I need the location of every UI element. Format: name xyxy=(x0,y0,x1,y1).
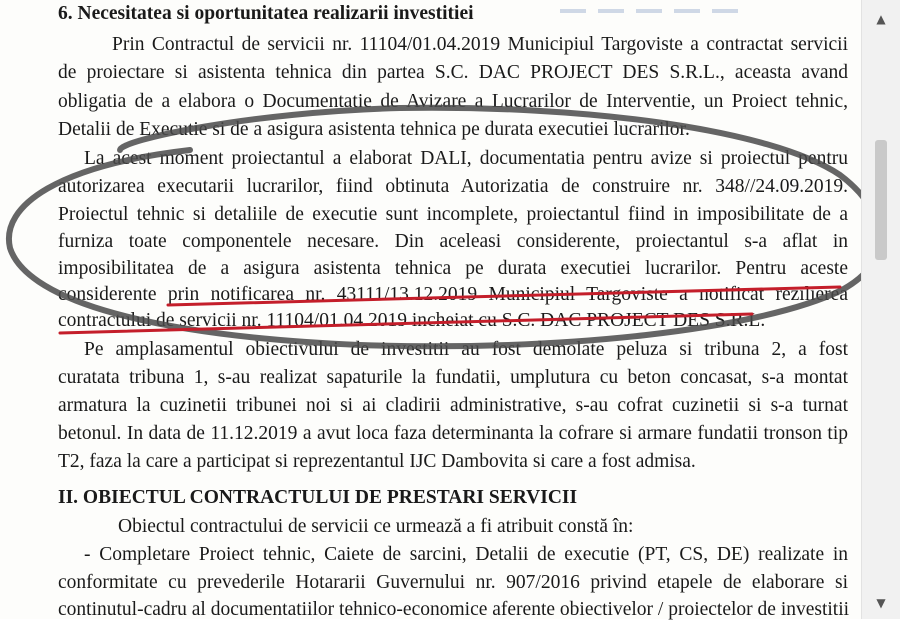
chevron-down-icon[interactable]: ▼ xyxy=(876,596,886,610)
paragraph-line: - Completare Proiect tehnic, Caiete de sarcini, Detalii de executie (PT, CS, DE) realizate in xyxy=(84,544,848,565)
red-underline xyxy=(168,287,840,305)
paragraph-line: obligatia de a elabora o Documentatie de Avizare a Lucrarilor de Interventie, un Proiect tehnic, xyxy=(58,91,848,112)
paragraph-line: curatata tribuna 1, s-au realizat sapaturile la fundatii, umplutura cu beton concasat, s-a montat xyxy=(58,367,848,388)
paragraph-line: considerente prin notificarea nr. 43111/13.12.2019 Municipiul Targoviste a notificat rezilierea xyxy=(58,284,848,305)
paragraph-line: La acest moment proiectantul a elaborat DALI, documentatia pentru avize si proiectul pentru xyxy=(84,148,848,169)
paragraph-line: imposibilitatea de a asigura asistenta tehnica pe durata executiei lucrarilor. Pentru aceste xyxy=(58,258,848,279)
section-2-heading: II. OBIECTUL CONTRACTULUI DE PRESTARI SERVICII xyxy=(58,487,578,508)
paragraph-line: conformitate cu prevederile Hotararii Guvernului nr. 907/2016 privind etapele de elaborare si xyxy=(58,572,848,593)
paragraph-line: betonul. In data de 11.12.2019 a avut loca faza determinanta la cofrare si armare fundatii tronson tip xyxy=(58,423,848,444)
paragraph-line: armatura la cuzinetii tribunei noi si ai cladirii administrative, s-au cofrat cuzinetii si s-a turnat xyxy=(58,395,848,416)
paragraph-line: continutul-cadru al documentatiilor tehnico-economice aferente obiectivelor / proiectelor de investitii xyxy=(58,599,850,620)
chevron-up-icon[interactable]: ▲ xyxy=(876,12,886,26)
vertical-scrollbar[interactable] xyxy=(861,0,900,619)
paragraph-line: autorizarea executarii lucrarilor, fiind obtinuta Autorizatia de construire nr. 348//24.09.2019. xyxy=(58,176,848,197)
paragraph-line: Detalii de Executie si de a asigura asistenta tehnica pe durata executiei lucrarilor. xyxy=(58,119,690,140)
paragraph-line: Prin Contractul de servicii nr. 11104/01.04.2019 Municipiul Targoviste a contractat servicii xyxy=(112,34,848,55)
paragraph-line: T2, faza la care a participat si reprezentantul IJC Dambovita si care a fost admisa. xyxy=(58,451,696,472)
paragraph-line: Obiectul contractului de servicii ce urmează a fi atribuit constă în: xyxy=(118,516,634,537)
paragraph-line: de proiectare si asistenta tehnica din partea S.C. DAC PROJECT DES S.R.L., aceasta avand xyxy=(58,62,848,83)
paragraph-line: furniza toate componentele necesare. Din aceleasi considerente, proiectantul s-a aflat in xyxy=(58,231,848,252)
paragraph-line: Pe amplasamentul obiectivului de investitii au fost demolate peluza si tribuna 2, a fost xyxy=(84,339,848,360)
circle-annotation xyxy=(9,108,862,347)
paragraph-line: contractului de servicii nr. 11104/01.04.2019 incheiat cu S.C. DAC PROJECT DES S.R.L. xyxy=(58,310,766,331)
section-6-heading: 6. Necesitatea si oportunitatea realizarii investitiei xyxy=(58,3,474,24)
scrollbar-thumb[interactable] xyxy=(875,140,887,260)
paragraph-line: Proiectul tehnic si detaliile de executie sunt incomplete, proiectantul fiind in imposibilitate de a xyxy=(58,204,848,225)
